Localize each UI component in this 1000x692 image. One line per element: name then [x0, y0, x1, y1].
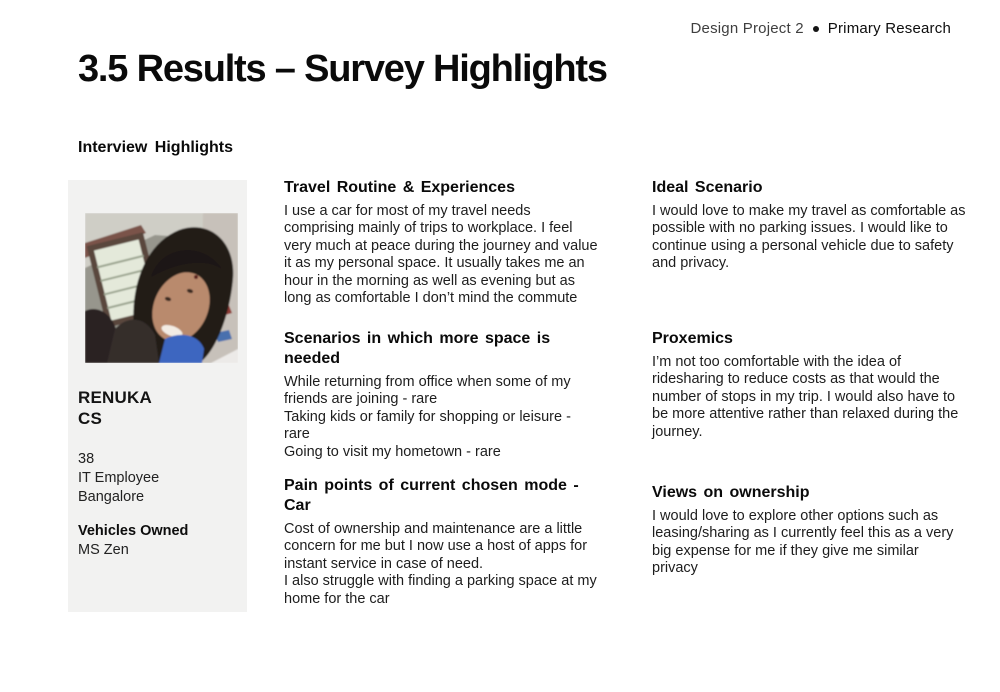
section-proxemics [652, 329, 968, 441]
section-heading: Travel Routine & Experiences [284, 179, 515, 196]
persona-vehicles [78, 522, 188, 560]
section-heading: Ideal Scenario [652, 179, 763, 196]
section-heading: Views on ownership [652, 484, 810, 501]
header [691, 20, 952, 37]
section-paragraph: Going to visit my hometown - rare [284, 443, 501, 460]
section-heading: Scenarios in which more space is needed [284, 330, 551, 367]
header-section-label: Primary Research [827, 20, 951, 37]
bullet-separator-icon [813, 26, 819, 32]
section-paragraph: Cost of ownership and maintenance are a little concern for me but I now use a host of apps for instant service in case of need. [284, 521, 588, 572]
persona-details [78, 450, 159, 507]
page-title: 3.5 Results – Survey Highlights [78, 48, 607, 90]
section-views-on-ownership [652, 483, 968, 578]
vehicles-owned-label: Vehicles Owned [78, 523, 189, 539]
persona-name [78, 387, 152, 429]
persona-city: Bangalore [78, 489, 145, 505]
section-space-scenarios [284, 329, 600, 461]
section-subtitle: Interview Highlights [78, 139, 234, 156]
persona-name-line1: RENUKA [78, 388, 152, 407]
persona-photo [85, 213, 238, 363]
persona-age: 38 [78, 451, 95, 467]
persona-occupation: IT Employee [78, 470, 160, 486]
header-project-label: Design Project 2 [690, 20, 804, 37]
section-heading: Proxemics [652, 330, 733, 347]
persona-card [68, 180, 247, 612]
section-ideal-scenario [652, 178, 968, 273]
section-paragraph: I would love to explore other options such as leasing/sharing as I currently feel this as a very big expense for me if they give me similar privacy [652, 508, 954, 577]
section-paragraph: I’m not too comfortable with the idea of ridesharing to reduce costs as that would the number of stops in my trip. I would also have to be more attentive rather than relaxed during the journey. [652, 354, 959, 440]
section-heading: Pain points of current chosen mode - Car [284, 477, 579, 514]
section-paragraph: While returning from office when some of my friends are joining - rare [284, 374, 571, 408]
vehicles-owned-value: MS Zen [78, 542, 129, 558]
section-paragraph: I use a car for most of my travel needs comprising mainly of trips to workplace. I feel very much at peace during the journey and value it as my personal space. It usually takes me an hour in the morning as well as evening but as long as comfortable I don’t mind the commute [284, 203, 598, 307]
section-paragraph: I also struggle with finding a parking space at my home for the car [284, 573, 597, 607]
section-travel-routine [284, 178, 600, 307]
section-paragraph: I would love to make my travel as comfortable as possible with no parking issues. I would like to continue using a personal vehicle due to safety and privacy. [652, 203, 966, 272]
section-pain-points [284, 476, 600, 608]
persona-name-line2: CS [78, 409, 103, 428]
section-paragraph: Taking kids or family for shopping or leisure - rare [284, 408, 571, 443]
